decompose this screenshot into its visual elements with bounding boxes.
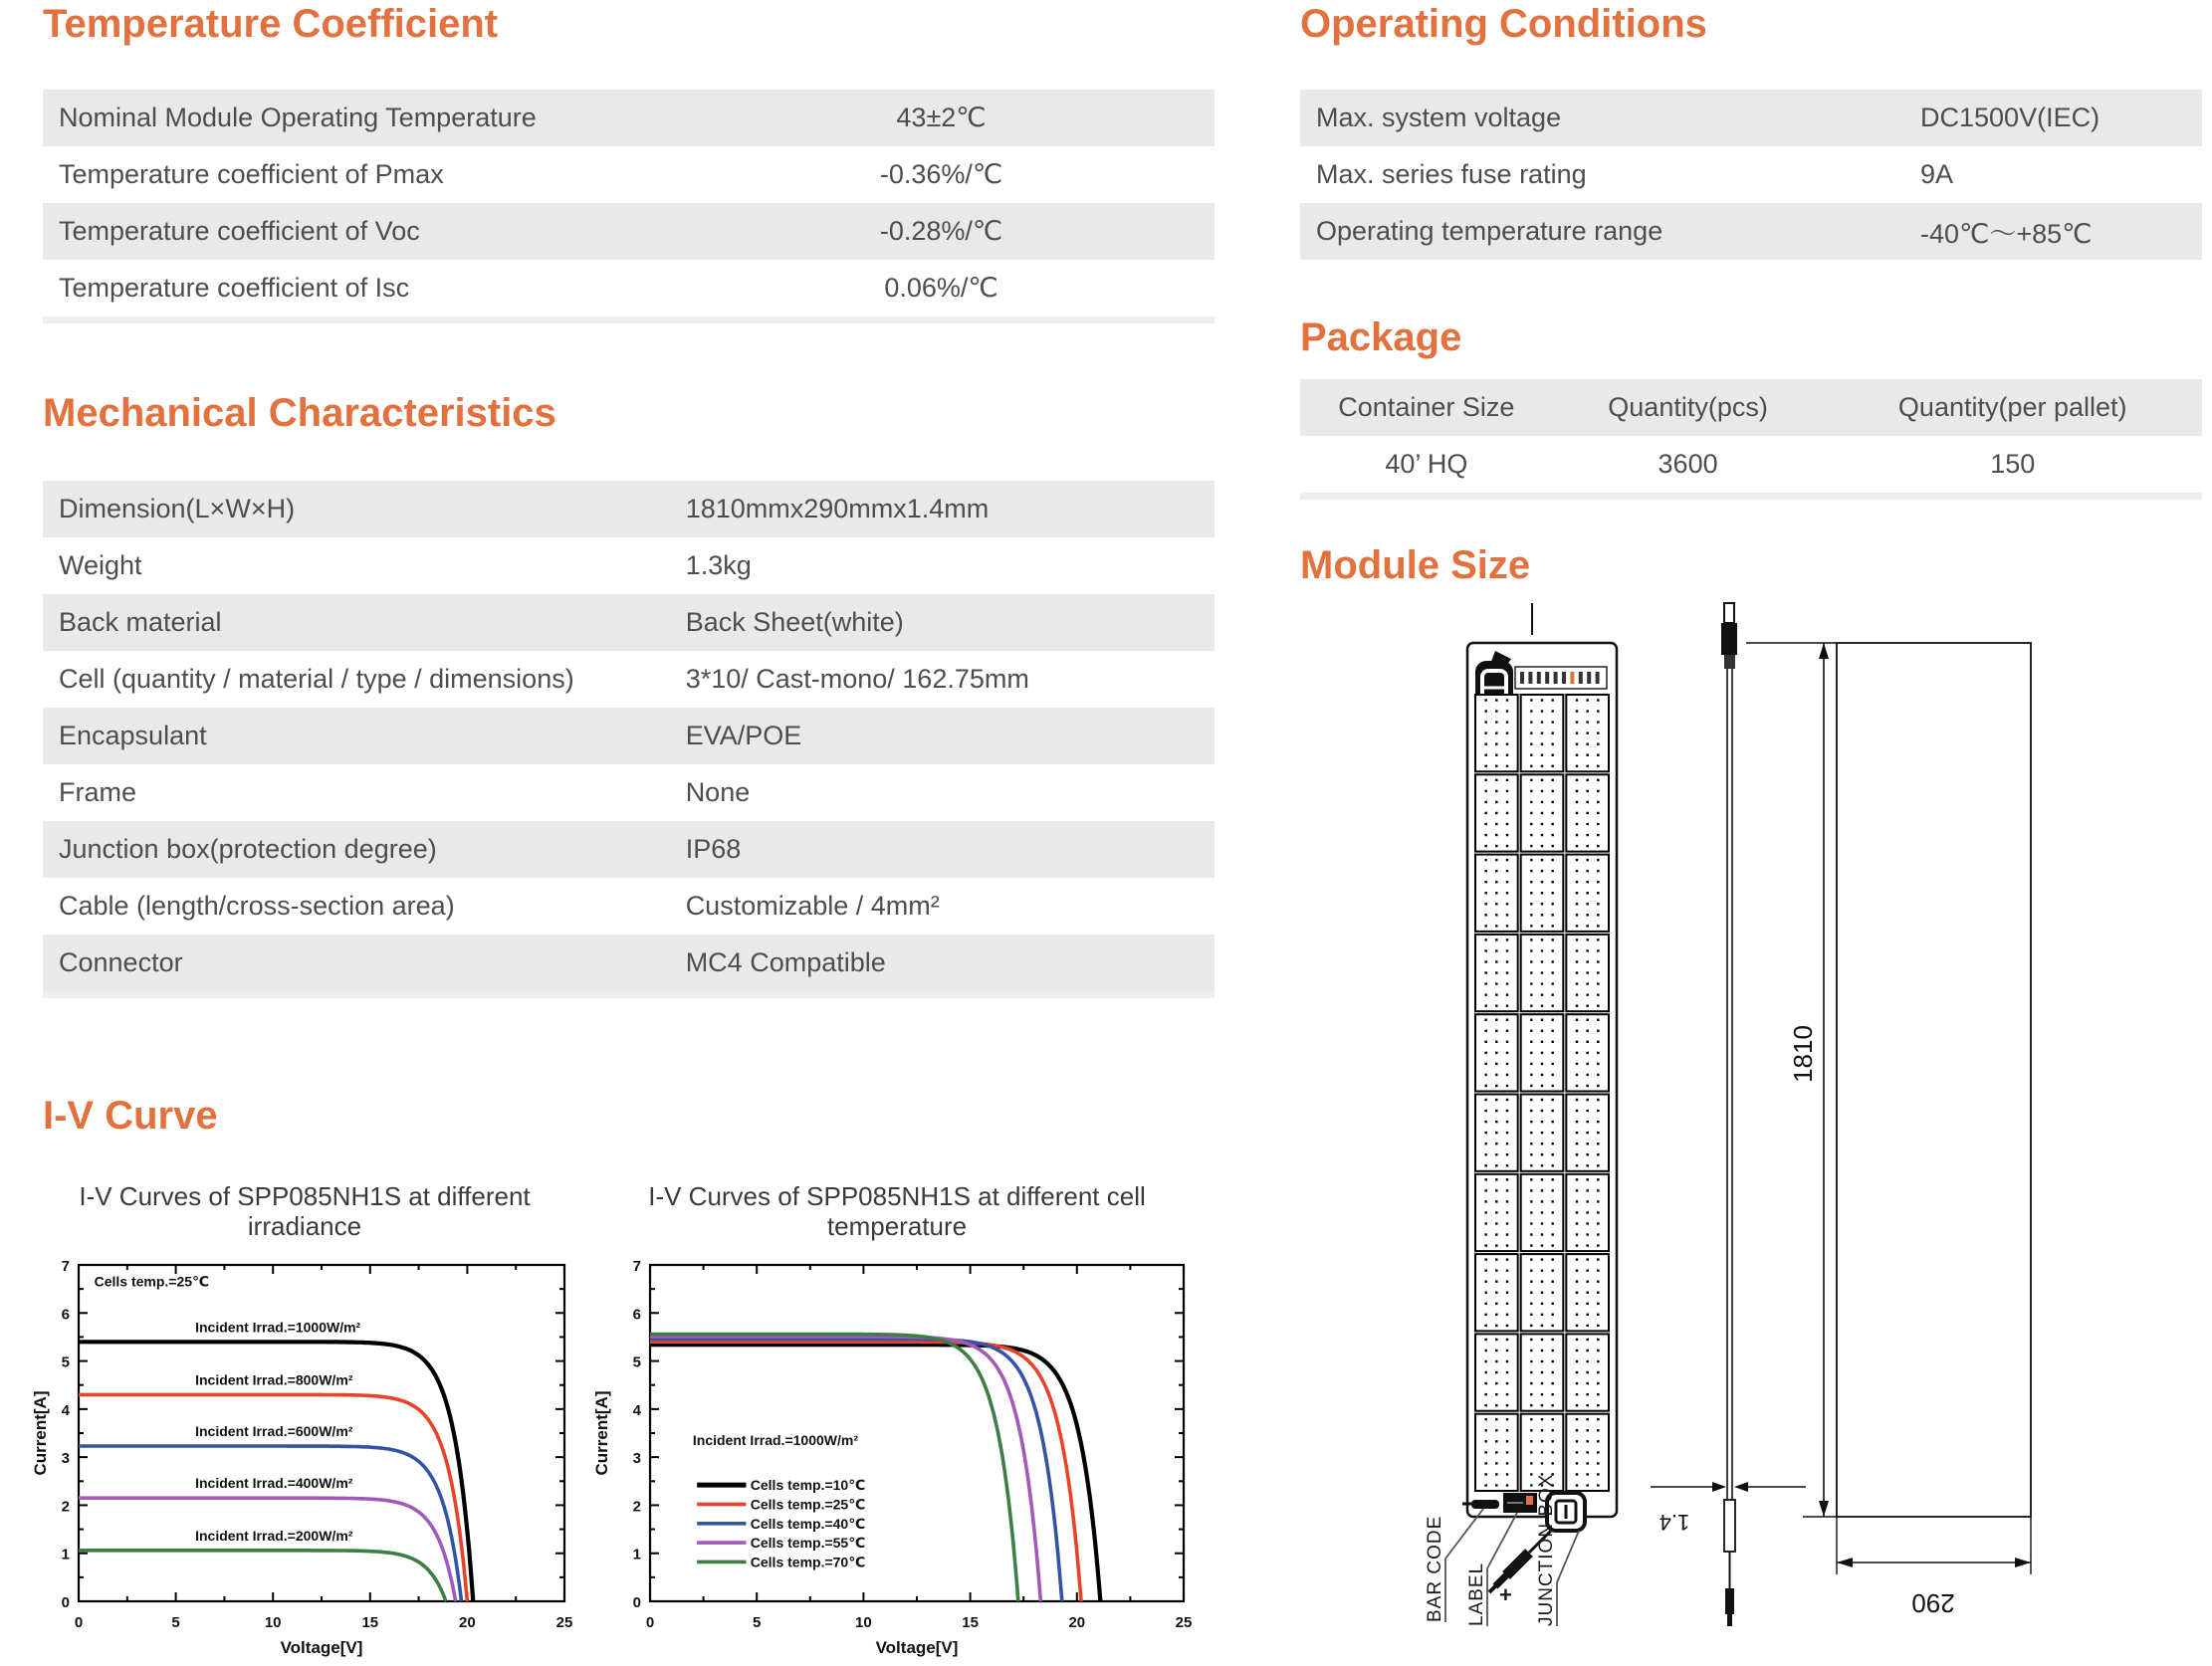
svg-text:2: 2 — [632, 1498, 641, 1516]
legend-label: Cells temp.=40℃ — [750, 1515, 866, 1532]
module-size-diagram — [1300, 601, 2202, 1630]
spec-label: Temperature coefficient of Voc — [59, 216, 420, 246]
curve-label: Incident Irrad.=800W/m² — [195, 1371, 353, 1388]
iv-chart-irradiance-figure — [31, 1181, 578, 1666]
table-row — [43, 146, 1215, 203]
temperature-coefficient-table — [43, 90, 1215, 323]
table-row — [43, 203, 1215, 260]
x-axis-label: Voltage[V] — [280, 1638, 363, 1657]
spec-label: Max. system voltage — [1316, 103, 1562, 132]
spec-label: Nominal Module Operating Temperature — [59, 103, 537, 132]
svg-text:6: 6 — [632, 1306, 641, 1324]
svg-text:10: 10 — [264, 1614, 282, 1631]
svg-text:0: 0 — [61, 1594, 70, 1611]
package-table — [1300, 379, 2202, 500]
table-row — [1300, 90, 2202, 146]
table-row — [1300, 436, 2202, 493]
table-row — [43, 260, 1215, 316]
svg-text:5: 5 — [171, 1614, 180, 1631]
section-title-mechanical-characteristics: Mechanical Characteristics — [43, 391, 556, 435]
svg-text:0: 0 — [645, 1614, 655, 1631]
section-divider — [43, 991, 1215, 998]
svg-text:20: 20 — [459, 1614, 476, 1631]
svg-text:0: 0 — [632, 1594, 641, 1611]
table-row — [43, 537, 1215, 594]
spec-value: -0.28%/℃ — [879, 216, 1003, 246]
table-header-row — [1300, 379, 2202, 436]
table-row — [1300, 146, 2202, 203]
svg-text:4: 4 — [61, 1401, 70, 1419]
column-header: Quantity(per pallet) — [1897, 392, 2127, 422]
curve-label: Incident Irrad.=200W/m² — [195, 1527, 353, 1544]
cell-quantity-per-pallet: 150 — [1990, 449, 2036, 479]
section-title-module-size: Module Size — [1300, 543, 1531, 587]
iv-chart-irradiance — [31, 1251, 578, 1661]
dimension-length — [1819, 643, 1829, 1517]
spec-value: EVA/POE — [685, 721, 802, 750]
spec-value: None — [685, 777, 751, 807]
table-row — [43, 821, 1215, 878]
section-title-iv-curve: I-V Curve — [43, 1094, 218, 1138]
x-axis-label: Voltage[V] — [875, 1638, 959, 1657]
svg-text:15: 15 — [962, 1614, 979, 1631]
legend-label: Cells temp.=25℃ — [750, 1496, 866, 1513]
label-part — [1503, 1493, 1537, 1513]
svg-text:25: 25 — [555, 1614, 573, 1631]
iv-charts-row — [31, 1181, 1215, 1666]
svg-text:2: 2 — [61, 1498, 70, 1516]
spec-label: Cell (quantity / material / type / dimensions) — [59, 664, 574, 694]
spec-label: Weight — [59, 550, 142, 580]
dimension-thickness — [1651, 1482, 1806, 1492]
section-title-package: Package — [1300, 315, 1462, 359]
iv-chart-temperature — [592, 1251, 1202, 1661]
spec-label: Temperature coefficient of Isc — [59, 273, 410, 303]
svg-text:0: 0 — [74, 1614, 84, 1631]
svg-text:3: 3 — [61, 1450, 70, 1468]
spec-label: Cable (length/cross-section area) — [59, 891, 455, 921]
section-divider — [43, 316, 1215, 323]
section-title-operating-conditions: Operating Conditions — [1300, 2, 1707, 46]
iv-curve — [79, 1551, 446, 1601]
module-front-view — [1462, 643, 1617, 1592]
svg-text:5: 5 — [61, 1354, 70, 1371]
spec-value: 9A — [1920, 159, 1954, 189]
brand-banner — [1515, 667, 1607, 689]
spec-value: 0.06%/℃ — [884, 273, 998, 303]
cell-quantity-pcs: 3600 — [1658, 449, 1718, 479]
section-divider — [1300, 493, 2202, 500]
curve-label: Incident Irrad.=600W/m² — [195, 1423, 353, 1440]
table-row — [43, 90, 1215, 146]
table-row — [43, 764, 1215, 821]
spec-value: 3*10/ Cast-mono/ 162.75mm — [685, 664, 1029, 694]
spec-value: DC1500V(IEC) — [1920, 103, 2101, 132]
table-row — [43, 651, 1215, 708]
dim-width-label: 290 — [1911, 1588, 1955, 1618]
legend-label: Cells temp.=10℃ — [750, 1477, 866, 1494]
svg-text:1: 1 — [632, 1546, 641, 1563]
spec-label: Encapsulant — [59, 721, 207, 750]
chart-title: I-V Curves of SPP085NH1S at different irradiance — [79, 1181, 531, 1241]
table-row — [43, 708, 1215, 764]
svg-text:25: 25 — [1175, 1614, 1193, 1631]
svg-text:5: 5 — [753, 1614, 762, 1631]
y-axis-label: Current[A] — [31, 1390, 50, 1476]
spec-label: Junction box(protection degree) — [59, 834, 437, 864]
dim-length-label: 1810 — [1788, 1025, 1818, 1083]
operating-conditions-table — [1300, 90, 2202, 260]
table-row — [1300, 203, 2202, 260]
table-row — [43, 594, 1215, 651]
iv-chart-temperature-figure — [592, 1181, 1202, 1666]
callout-bar-code: BAR CODE — [1425, 1515, 1445, 1622]
spec-label: Operating temperature range — [1316, 216, 1663, 246]
iv-curve — [79, 1446, 462, 1601]
table-row — [43, 935, 1215, 991]
legend-label: Cells temp.=55℃ — [750, 1535, 866, 1552]
mechanical-characteristics-table — [43, 481, 1215, 998]
column-header: Quantity(pcs) — [1608, 392, 1768, 422]
callout-junction-box: JUNCTION BOX — [1536, 1473, 1557, 1626]
spec-label: Back material — [59, 607, 222, 637]
section-title-temperature-coefficient: Temperature Coefficient — [43, 2, 499, 46]
left-column — [31, 2, 1215, 1666]
curve-label: Incident Irrad.=1000W/m² — [195, 1319, 361, 1336]
svg-text:10: 10 — [855, 1614, 872, 1631]
svg-text:7: 7 — [632, 1258, 641, 1275]
spec-value: -0.36%/℃ — [879, 159, 1003, 189]
svg-text:1: 1 — [61, 1546, 70, 1563]
spec-value: Customizable / 4mm² — [685, 891, 940, 921]
column-header: Container Size — [1338, 392, 1515, 422]
svg-text:20: 20 — [1068, 1614, 1086, 1631]
spec-value: 1810mmx290mmx1.4mm — [685, 494, 990, 523]
spec-label: Dimension(L×W×H) — [59, 494, 296, 523]
svg-text:4: 4 — [632, 1401, 641, 1419]
module-side-view — [1721, 603, 1737, 1626]
spec-label: Connector — [59, 947, 183, 977]
svg-text:15: 15 — [361, 1614, 379, 1631]
chart-annotation: Cells temp.=25℃ — [94, 1273, 210, 1290]
curve-label: Incident Irrad.=400W/m² — [195, 1475, 353, 1492]
chart-title: I-V Curves of SPP085NH1S at different cell temperature — [648, 1181, 1146, 1241]
polarity-plus-label: + — [1499, 1582, 1512, 1607]
spec-label: Frame — [59, 777, 137, 807]
y-axis-label: Current[A] — [592, 1390, 611, 1476]
svg-text:5: 5 — [632, 1354, 641, 1371]
spec-value: 43±2℃ — [896, 103, 987, 132]
dimension-width — [1837, 1517, 2031, 1574]
spec-value: IP68 — [685, 834, 742, 864]
table-row — [43, 481, 1215, 537]
spec-value: -40℃～+85℃ — [1920, 219, 2093, 249]
svg-text:6: 6 — [61, 1306, 70, 1324]
legend-label: Cells temp.=70℃ — [750, 1554, 866, 1570]
cell-container-size: 40’ HQ — [1385, 449, 1468, 479]
svg-text:3: 3 — [632, 1450, 641, 1468]
callout-label: LABEL — [1466, 1562, 1487, 1626]
dim-thickness-label: 1.4 — [1659, 1510, 1690, 1535]
svg-text:7: 7 — [61, 1258, 70, 1275]
spec-value: MC4 Compatible — [685, 947, 886, 977]
table-row — [43, 878, 1215, 935]
spec-value: 1.3kg — [685, 550, 752, 580]
spec-value: Back Sheet(white) — [685, 607, 904, 637]
chart-annotation: Incident Irrad.=1000W/m² — [692, 1432, 858, 1449]
spec-label: Temperature coefficient of Pmax — [59, 159, 444, 189]
spec-label: Max. series fuse rating — [1316, 159, 1587, 189]
right-column — [1300, 2, 2202, 1630]
